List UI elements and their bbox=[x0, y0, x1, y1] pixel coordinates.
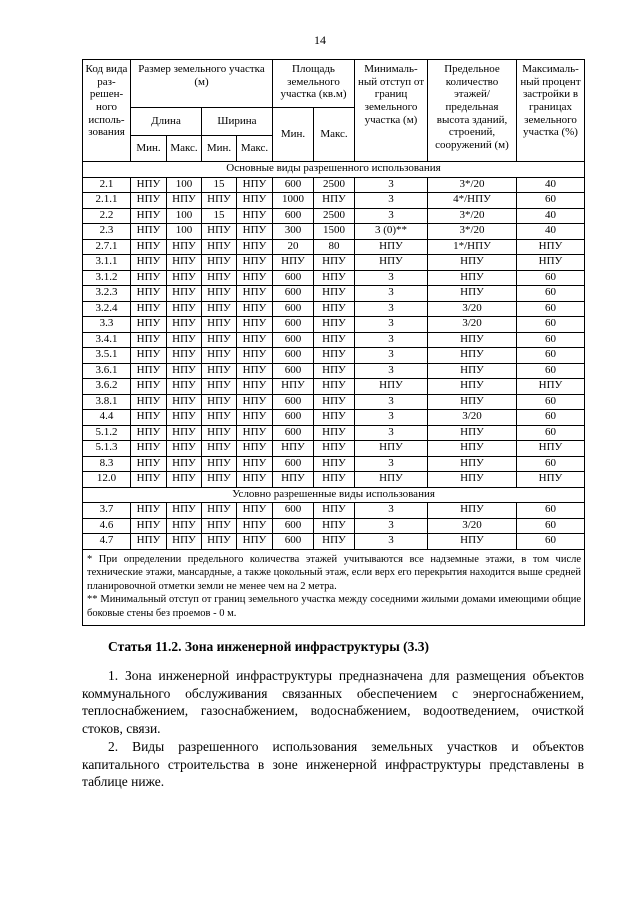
table-cell: 60 bbox=[517, 410, 585, 426]
table-row bbox=[83, 193, 585, 209]
table-cell: 100 bbox=[167, 224, 202, 240]
table-cell: НПУ bbox=[237, 208, 273, 224]
table-cell: 2.3 bbox=[83, 224, 131, 240]
table-cell: НПУ bbox=[131, 332, 167, 348]
zoning-table bbox=[82, 59, 585, 626]
table-cell: 600 bbox=[273, 425, 314, 441]
table-row bbox=[83, 363, 585, 379]
table-cell: НПУ bbox=[131, 270, 167, 286]
page-number: 14 bbox=[314, 33, 326, 47]
table-cell: 600 bbox=[273, 518, 314, 534]
table-cell: 4*/НПУ bbox=[428, 193, 517, 209]
table-cell: НПУ bbox=[131, 503, 167, 519]
table-cell: НПУ bbox=[428, 270, 517, 286]
table-cell: 3/20 bbox=[428, 518, 517, 534]
table-cell: НПУ bbox=[517, 472, 585, 488]
table-cell: 600 bbox=[273, 286, 314, 302]
table-cell: 5.1.2 bbox=[83, 425, 131, 441]
table-cell: НПУ bbox=[237, 270, 273, 286]
table-cell: 3*/20 bbox=[428, 208, 517, 224]
table-cell: 3/20 bbox=[428, 317, 517, 333]
table-cell: 600 bbox=[273, 177, 314, 193]
table-cell: НПУ bbox=[167, 317, 202, 333]
paragraph-uses: 2. Виды разрешенного использования земельных участков и объектов капитального строительства в зоне инженерной инфраструктуры представлены в таблице ниже. bbox=[82, 739, 584, 790]
table-row bbox=[83, 224, 585, 240]
table-cell: НПУ bbox=[314, 394, 355, 410]
table-cell: 20 bbox=[273, 239, 314, 255]
table-cell: НПУ bbox=[517, 255, 585, 271]
table-cell: 3.1.2 bbox=[83, 270, 131, 286]
table-row bbox=[83, 332, 585, 348]
table-cell: 3 bbox=[355, 286, 428, 302]
table-cell: 3 (0)** bbox=[355, 224, 428, 240]
table-cell: 60 bbox=[517, 301, 585, 317]
table-cell: НПУ bbox=[237, 363, 273, 379]
table-cell: НПУ bbox=[314, 534, 355, 550]
table-cell: НПУ bbox=[131, 301, 167, 317]
table-cell: НПУ bbox=[131, 286, 167, 302]
table-cell: НПУ bbox=[237, 456, 273, 472]
table-cell: 300 bbox=[273, 224, 314, 240]
table-cell: 3 bbox=[355, 394, 428, 410]
table-cell: НПУ bbox=[355, 441, 428, 457]
table-cell: НПУ bbox=[314, 348, 355, 364]
table-cell: НПУ bbox=[237, 332, 273, 348]
table-cell: 40 bbox=[517, 208, 585, 224]
header-length-max: Макс. bbox=[167, 136, 202, 162]
table-cell: 60 bbox=[517, 317, 585, 333]
table-cell: 40 bbox=[517, 224, 585, 240]
table-cell: 600 bbox=[273, 534, 314, 550]
table-cell: НПУ bbox=[428, 472, 517, 488]
table-cell: НПУ bbox=[202, 332, 237, 348]
table-cell: 2500 bbox=[314, 177, 355, 193]
table-cell: 12.0 bbox=[83, 472, 131, 488]
table-cell: НПУ bbox=[131, 425, 167, 441]
table-cell: НПУ bbox=[131, 379, 167, 395]
table-cell: НПУ bbox=[131, 348, 167, 364]
table-cell: НПУ bbox=[167, 332, 202, 348]
table-cell: 3.2.3 bbox=[83, 286, 131, 302]
table-row bbox=[83, 379, 585, 395]
table-cell: НПУ bbox=[428, 441, 517, 457]
table-cell: НПУ bbox=[314, 518, 355, 534]
table-row bbox=[83, 456, 585, 472]
table-cell: НПУ bbox=[237, 177, 273, 193]
table-cell: НПУ bbox=[237, 348, 273, 364]
table-cell: 3.8.1 bbox=[83, 394, 131, 410]
table-cell: НПУ bbox=[167, 456, 202, 472]
paragraph-purpose: 1. Зона инженерной инфраструктуры предназначена для размещения объектов коммунального обслуживания связанных обеспечением с энергоснабжением, теплоснабжением, газоснабжением, водоснабжением, водоотведением, очисткой стоков, связи. bbox=[82, 668, 584, 736]
table-cell: НПУ bbox=[202, 348, 237, 364]
notes-cell bbox=[83, 549, 585, 625]
table-cell: НПУ bbox=[167, 394, 202, 410]
table-cell: НПУ bbox=[237, 472, 273, 488]
table-cell: 60 bbox=[517, 503, 585, 519]
table-cell: 2500 bbox=[314, 208, 355, 224]
table-row bbox=[83, 286, 585, 302]
table-cell: НПУ bbox=[202, 270, 237, 286]
table-cell: НПУ bbox=[202, 518, 237, 534]
table-cell: НПУ bbox=[237, 224, 273, 240]
table-cell: НПУ bbox=[314, 332, 355, 348]
table-cell: НПУ bbox=[237, 441, 273, 457]
table-cell: 60 bbox=[517, 518, 585, 534]
table-cell: НПУ bbox=[167, 503, 202, 519]
table-cell: НПУ bbox=[237, 193, 273, 209]
table-cell: 60 bbox=[517, 332, 585, 348]
table-cell: НПУ bbox=[428, 379, 517, 395]
table-cell: НПУ bbox=[237, 239, 273, 255]
table-cell: НПУ bbox=[273, 379, 314, 395]
table-cell: НПУ bbox=[314, 441, 355, 457]
table-cell: НПУ bbox=[202, 425, 237, 441]
table-cell: НПУ bbox=[202, 441, 237, 457]
table-row bbox=[83, 255, 585, 271]
table-cell: НПУ bbox=[202, 472, 237, 488]
table-cell: 3 bbox=[355, 193, 428, 209]
table-cell: 3 bbox=[355, 270, 428, 286]
table-cell: 60 bbox=[517, 534, 585, 550]
table-cell: НПУ bbox=[202, 363, 237, 379]
table-cell: НПУ bbox=[237, 286, 273, 302]
table-cell: НПУ bbox=[355, 379, 428, 395]
table-cell: 8.3 bbox=[83, 456, 131, 472]
table-cell: НПУ bbox=[167, 441, 202, 457]
table-cell: 60 bbox=[517, 348, 585, 364]
table-cell: НПУ bbox=[273, 255, 314, 271]
table-cell: НПУ bbox=[314, 472, 355, 488]
table-row bbox=[83, 518, 585, 534]
table-cell: НПУ bbox=[167, 410, 202, 426]
table-row bbox=[83, 348, 585, 364]
table-cell: 3.1.1 bbox=[83, 255, 131, 271]
table-cell: 60 bbox=[517, 425, 585, 441]
table-cell: 3.6.1 bbox=[83, 363, 131, 379]
header-area-max: Макс. bbox=[314, 108, 355, 162]
section-conditional-label: Условно разрешенные виды использования bbox=[83, 487, 585, 503]
table-cell: НПУ bbox=[273, 441, 314, 457]
table-cell: НПУ bbox=[167, 193, 202, 209]
table-cell: 600 bbox=[273, 317, 314, 333]
table-cell: 600 bbox=[273, 456, 314, 472]
table-cell: 2.1.1 bbox=[83, 193, 131, 209]
table-cell: НПУ bbox=[131, 456, 167, 472]
table-cell: НПУ bbox=[428, 363, 517, 379]
table-row bbox=[83, 317, 585, 333]
table-cell: НПУ bbox=[314, 363, 355, 379]
table-cell: 600 bbox=[273, 503, 314, 519]
table-cell: 3 bbox=[355, 503, 428, 519]
table-row bbox=[83, 534, 585, 550]
table-cell: НПУ bbox=[131, 239, 167, 255]
table-cell: 15 bbox=[202, 208, 237, 224]
table-cell: НПУ bbox=[314, 286, 355, 302]
table-note2: ** Минимальный отступ от границ земельного участка между соседними жилыми домами имеющими общие боковые стены без проемов - 0 м. bbox=[87, 594, 581, 620]
table-row bbox=[83, 441, 585, 457]
table-cell: 60 bbox=[517, 394, 585, 410]
table-cell: 600 bbox=[273, 332, 314, 348]
table-cell: 3 bbox=[355, 363, 428, 379]
table-cell: 3*/20 bbox=[428, 224, 517, 240]
table-cell: НПУ bbox=[314, 456, 355, 472]
table-cell: 3.2.4 bbox=[83, 301, 131, 317]
table-cell: НПУ bbox=[202, 534, 237, 550]
table-cell: НПУ bbox=[131, 410, 167, 426]
table-cell: НПУ bbox=[314, 425, 355, 441]
table-cell: 80 bbox=[314, 239, 355, 255]
table-cell: 40 bbox=[517, 177, 585, 193]
table-cell: 3 bbox=[355, 456, 428, 472]
table-cell: 3 bbox=[355, 177, 428, 193]
table-cell: НПУ bbox=[273, 472, 314, 488]
table-cell: НПУ bbox=[131, 472, 167, 488]
table-cell: НПУ bbox=[131, 224, 167, 240]
table-cell: НПУ bbox=[131, 193, 167, 209]
table-cell: 3 bbox=[355, 425, 428, 441]
table-cell: НПУ bbox=[314, 503, 355, 519]
table-cell: НПУ bbox=[428, 534, 517, 550]
table-cell: НПУ bbox=[167, 379, 202, 395]
table-row bbox=[83, 394, 585, 410]
table-cell: НПУ bbox=[428, 503, 517, 519]
table-cell: НПУ bbox=[202, 286, 237, 302]
table-cell: НПУ bbox=[202, 394, 237, 410]
table-cell: НПУ bbox=[428, 286, 517, 302]
table-row bbox=[83, 239, 585, 255]
table-cell: 15 bbox=[202, 177, 237, 193]
table-cell: НПУ bbox=[314, 317, 355, 333]
header-length: Длина bbox=[131, 108, 202, 136]
table-cell: НПУ bbox=[202, 410, 237, 426]
header-width-min: Мин. bbox=[202, 136, 237, 162]
table-cell: НПУ bbox=[202, 301, 237, 317]
table-cell: НПУ bbox=[202, 255, 237, 271]
table-cell: НПУ bbox=[237, 410, 273, 426]
table-cell: 600 bbox=[273, 410, 314, 426]
table-cell: НПУ bbox=[355, 255, 428, 271]
section-main-label: Основные виды разрешенного использования bbox=[83, 162, 585, 178]
header-code: Код вида раз-решен-ного исполь-зования bbox=[83, 60, 131, 162]
table-cell: НПУ bbox=[202, 224, 237, 240]
table-cell: НПУ bbox=[131, 177, 167, 193]
table-cell: НПУ bbox=[428, 394, 517, 410]
header-size: Размер земельного участка (м) bbox=[131, 60, 273, 108]
table-cell: НПУ bbox=[237, 317, 273, 333]
notes-row bbox=[83, 549, 585, 625]
table-cell: НПУ bbox=[517, 239, 585, 255]
table-cell: НПУ bbox=[167, 348, 202, 364]
table-cell: 5.1.3 bbox=[83, 441, 131, 457]
table-row bbox=[83, 177, 585, 193]
table-cell: НПУ bbox=[202, 239, 237, 255]
table-row bbox=[83, 503, 585, 519]
table-cell: 1000 bbox=[273, 193, 314, 209]
table-cell: НПУ bbox=[237, 301, 273, 317]
table-cell: 3.6.2 bbox=[83, 379, 131, 395]
table-cell: 60 bbox=[517, 456, 585, 472]
table-cell: 600 bbox=[273, 348, 314, 364]
table-cell: 2.2 bbox=[83, 208, 131, 224]
table-cell: НПУ bbox=[314, 270, 355, 286]
table-cell: 600 bbox=[273, 301, 314, 317]
table-row bbox=[83, 270, 585, 286]
table-cell: 3 bbox=[355, 317, 428, 333]
table-cell: 1500 bbox=[314, 224, 355, 240]
table-cell: 600 bbox=[273, 270, 314, 286]
table-cell: НПУ bbox=[167, 286, 202, 302]
table-cell: 3.7 bbox=[83, 503, 131, 519]
table-cell: 60 bbox=[517, 363, 585, 379]
table-cell: НПУ bbox=[131, 255, 167, 271]
table-cell: НПУ bbox=[428, 255, 517, 271]
table-cell: НПУ bbox=[428, 425, 517, 441]
table-cell: 1*/НПУ bbox=[428, 239, 517, 255]
table-cell: НПУ bbox=[314, 410, 355, 426]
table-row bbox=[83, 208, 585, 224]
table-cell: 3*/20 bbox=[428, 177, 517, 193]
table-cell: НПУ bbox=[237, 394, 273, 410]
table-cell: 4.4 bbox=[83, 410, 131, 426]
table-cell: НПУ bbox=[202, 503, 237, 519]
table-cell: 3 bbox=[355, 534, 428, 550]
table-cell: 3 bbox=[355, 410, 428, 426]
table-cell: НПУ bbox=[428, 332, 517, 348]
table-cell: 3 bbox=[355, 208, 428, 224]
table-cell: НПУ bbox=[167, 472, 202, 488]
table-cell: НПУ bbox=[237, 255, 273, 271]
table-cell: 3 bbox=[355, 518, 428, 534]
table-cell: НПУ bbox=[131, 317, 167, 333]
header-area-min: Мин. bbox=[273, 108, 314, 162]
table-cell: НПУ bbox=[517, 441, 585, 457]
table-cell: НПУ bbox=[314, 379, 355, 395]
section-conditional bbox=[83, 487, 585, 503]
table-cell: НПУ bbox=[314, 301, 355, 317]
table-cell: НПУ bbox=[355, 239, 428, 255]
table-cell: НПУ bbox=[167, 363, 202, 379]
table-row bbox=[83, 472, 585, 488]
table-cell: НПУ bbox=[167, 425, 202, 441]
header-floors: Предельное количество этажей/ предельная высота зданий, строений, сооружений (м) bbox=[428, 60, 517, 162]
table-cell: 4.6 bbox=[83, 518, 131, 534]
table-cell: 600 bbox=[273, 208, 314, 224]
table-cell: 3 bbox=[355, 301, 428, 317]
table-row bbox=[83, 301, 585, 317]
table-cell: НПУ bbox=[131, 363, 167, 379]
section-main bbox=[83, 162, 585, 178]
header-width-max: Макс. bbox=[237, 136, 273, 162]
table-cell: НПУ bbox=[131, 394, 167, 410]
table-cell: 100 bbox=[167, 177, 202, 193]
table-cell: 3 bbox=[355, 332, 428, 348]
table-cell: 4.7 bbox=[83, 534, 131, 550]
table-cell: 3 bbox=[355, 348, 428, 364]
table-cell: НПУ bbox=[131, 208, 167, 224]
table-cell: 2.1 bbox=[83, 177, 131, 193]
table-cell: НПУ bbox=[202, 193, 237, 209]
table-row bbox=[83, 410, 585, 426]
table-cell: 60 bbox=[517, 193, 585, 209]
header-max-build: Максималь-ный процент застройки в границах земельного участка (%) bbox=[517, 60, 585, 162]
table-cell: НПУ bbox=[167, 518, 202, 534]
table-cell: 60 bbox=[517, 286, 585, 302]
table-cell: НПУ bbox=[314, 255, 355, 271]
table-cell: НПУ bbox=[202, 456, 237, 472]
table-cell: НПУ bbox=[237, 534, 273, 550]
table-cell: НПУ bbox=[517, 379, 585, 395]
header-area: Площадь земельного участка (кв.м) bbox=[273, 60, 355, 108]
table-cell: 3/20 bbox=[428, 301, 517, 317]
table-cell: 3.3 bbox=[83, 317, 131, 333]
table-cell: НПУ bbox=[131, 518, 167, 534]
table-cell: 600 bbox=[273, 394, 314, 410]
table-cell: 3.5.1 bbox=[83, 348, 131, 364]
table-cell: НПУ bbox=[131, 441, 167, 457]
article-heading: Статья 11.2. Зона инженерной инфраструктуры (3.3) bbox=[108, 639, 430, 654]
table-cell: НПУ bbox=[167, 239, 202, 255]
table-cell: НПУ bbox=[314, 193, 355, 209]
table-cell: 60 bbox=[517, 270, 585, 286]
table-cell: 600 bbox=[273, 363, 314, 379]
table-cell: 3.4.1 bbox=[83, 332, 131, 348]
table-cell: НПУ bbox=[355, 472, 428, 488]
table-cell: 2.7.1 bbox=[83, 239, 131, 255]
table-cell: НПУ bbox=[202, 379, 237, 395]
table-cell: НПУ bbox=[428, 348, 517, 364]
header-length-min: Мин. bbox=[131, 136, 167, 162]
table-cell: НПУ bbox=[202, 317, 237, 333]
table-cell: НПУ bbox=[167, 534, 202, 550]
table-cell: 100 bbox=[167, 208, 202, 224]
table-cell: НПУ bbox=[428, 456, 517, 472]
table-note1: * При определении предельного количества этажей учитываются все надземные этажи, в том числе технические этажи, мансардные, а также цокольный этаж, если верх его перекрытия находится выше средней планировочной отметки земли не менее чем на 2 метра. bbox=[87, 553, 581, 592]
table-cell: НПУ bbox=[237, 503, 273, 519]
table-cell: НПУ bbox=[237, 379, 273, 395]
table-cell: НПУ bbox=[237, 518, 273, 534]
header-min-indent: Минималь-ный отступ от границ земельного участка (м) bbox=[355, 60, 428, 162]
table-cell: НПУ bbox=[131, 534, 167, 550]
header-width: Ширина bbox=[202, 108, 273, 136]
table-cell: 3/20 bbox=[428, 410, 517, 426]
table-cell: НПУ bbox=[167, 270, 202, 286]
table-cell: НПУ bbox=[237, 425, 273, 441]
table-cell: НПУ bbox=[167, 255, 202, 271]
table-row bbox=[83, 425, 585, 441]
table-cell: НПУ bbox=[167, 301, 202, 317]
